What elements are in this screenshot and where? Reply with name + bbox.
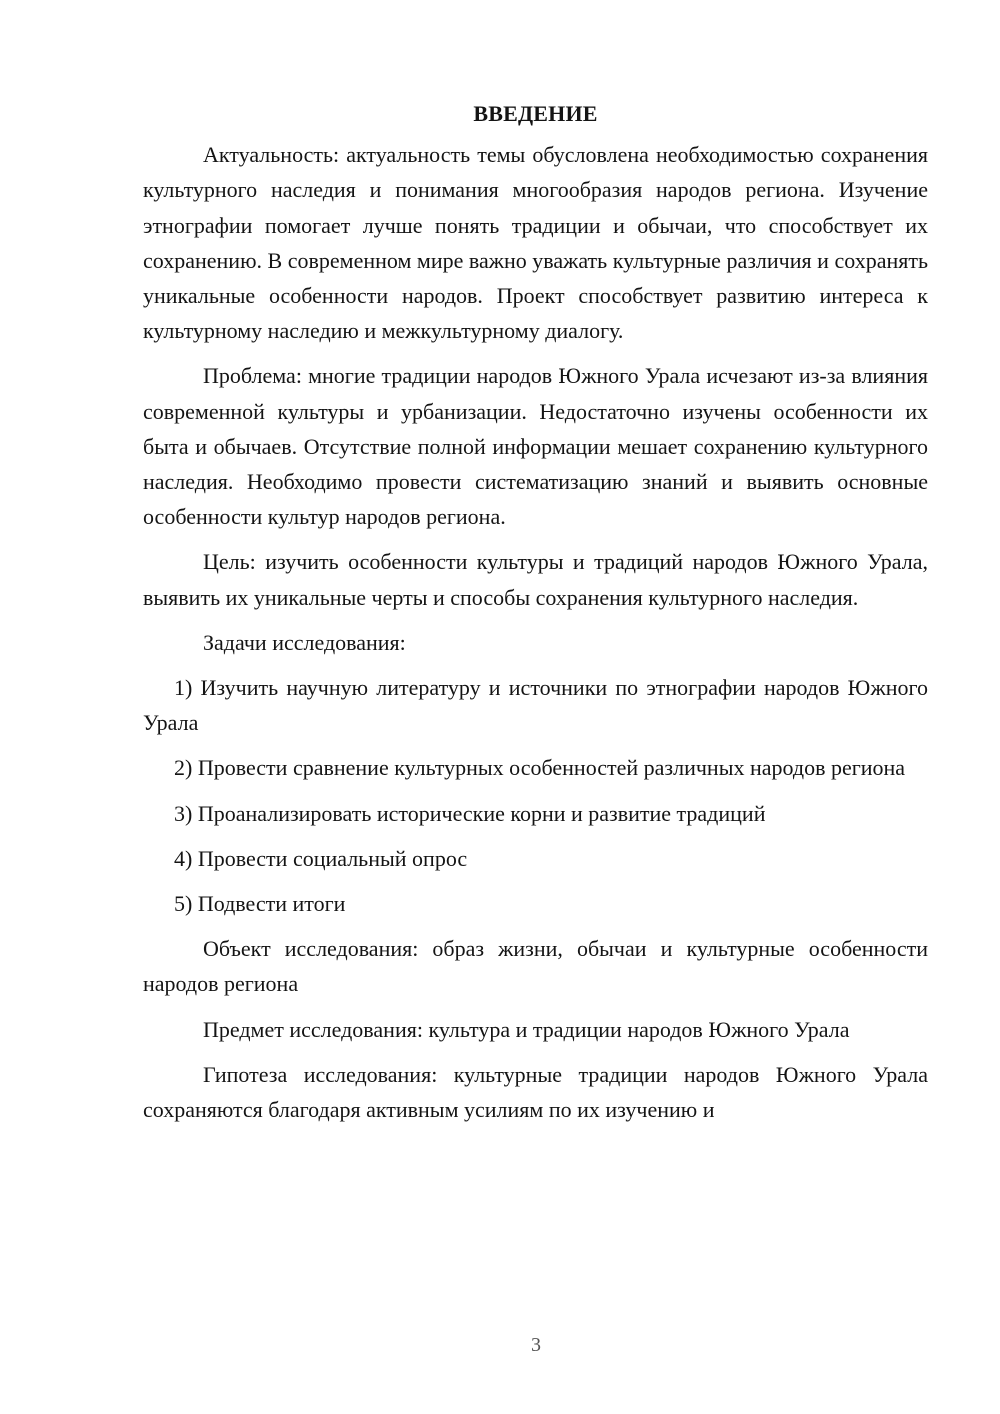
relevance-paragraph: Актуальность: актуальность темы обусловлена необходимостью сохранения культурного наследия и понимания многообразия народов региона. Изучение этнографии помогает лучше понять традиции и обычаи, что способствует их сохранению. В современном мире важно уважать культурные различия и сохранять уникальные особенности народов. Проект способствует развитию интереса к культурному наследию и межкультурному диалогу. [143, 142, 928, 344]
page-content [143, 96, 928, 1137]
task-item-5: 5) Подвести итоги [174, 891, 346, 917]
task-item-4: 4) Провести социальный опрос [174, 845, 468, 871]
task-item-2: 2) Провести сравнение культурных особенностей различных народов региона [174, 755, 906, 781]
object-paragraph: Объект исследования: образ жизни, обычаи и культурные особенности народов региона [143, 936, 928, 997]
subject-paragraph: Предмет исследования: культура и традиции народов Южного Урала [203, 1016, 850, 1042]
task-item-1: 1) Изучить научную литературу и источники по этнографии народов Южного Урала [143, 675, 928, 736]
hypothesis-paragraph: Гипотеза исследования: культурные традиции народов Южного Урала сохраняются благодаря активным усилиям по их изучению и [143, 1061, 928, 1123]
tasks-heading: Задачи исследования: [203, 629, 406, 655]
problem-paragraph: Проблема: многие традиции народов Южного Урала исчезают из-за влияния современной культуры и урбанизации. Недостаточно изучены особенности их быта и обычаев. Отсутствие полной информации мешает сохранению культурного наследия. Необходимо провести систематизацию знаний и выявить основные особенности культур народов региона. [143, 363, 928, 530]
goal-paragraph: Цель: изучить особенности культуры и традиций народов Южного Урала, выявить их уникальные черты и способы сохранения культурного наследия. [143, 549, 928, 610]
task-item-3: 3) Проанализировать исторические корни и развитие традиций [174, 800, 766, 826]
section-heading: ВВЕДЕНИЕ [473, 101, 598, 126]
page-number: 3 [531, 1334, 541, 1356]
